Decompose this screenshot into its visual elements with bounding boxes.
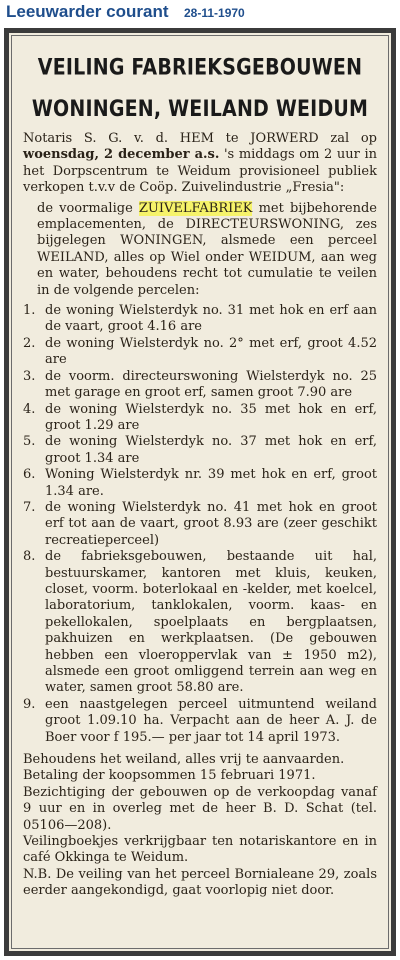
intro-text: Notaris S. G. v. d. HEM te JORWERD zal op bbox=[23, 131, 377, 146]
item-number: 2. bbox=[23, 335, 36, 351]
description-text: de voormalige bbox=[37, 200, 139, 216]
list-item bbox=[23, 549, 377, 697]
list-item bbox=[23, 697, 377, 746]
description-paragraph bbox=[23, 201, 377, 299]
headline-line-1: VEILING FABRIEKSGEBOUWEN bbox=[37, 55, 363, 81]
list-item bbox=[23, 467, 377, 500]
item-text: de fabrieksgebouwen, bestaande uit hal, bestuurskamer, kantoren met kluis, keuken, closet, voorm. boterlokaal en -kelder, met koelcel, laboratorium, tanklokalen, voorm. kaas- en pekellokalen, spoelplaats en bergplaatsen, pakhuizen en werkplaatsen. (De gebouwen hebben een vloeroppervlak van ± 1950 m2), alsmede een groot omliggend terrein aan weg en water, samen groot 58.80 are. bbox=[45, 549, 377, 696]
page-header bbox=[0, 0, 400, 26]
item-number: 7. bbox=[23, 499, 36, 515]
intro-paragraph bbox=[23, 131, 377, 197]
footer-line: N.B. De veiling van het perceel Bornialeane 29, zoals eerder aangekondigd, gaat voorlopig niet door. bbox=[23, 866, 377, 899]
intro-text-continued: 's middags om 2 uur in het Dorpscentrum te Weidum provisioneel publiek verkopen t.v.v de Coöp. Zuivelindustrie „Fresia": bbox=[23, 147, 378, 196]
list-item bbox=[23, 500, 377, 549]
headline bbox=[23, 47, 377, 130]
newspaper-clipping bbox=[4, 28, 396, 956]
list-item bbox=[23, 369, 377, 402]
parcel-list bbox=[23, 303, 377, 746]
item-number: 1. bbox=[23, 303, 36, 319]
footer-line: Betaling der koopsommen 15 februari 1971. bbox=[23, 768, 316, 784]
item-text: Woning Wielsterdyk nr. 39 met hok en erf, groot 1.34 are. bbox=[45, 467, 377, 499]
item-text: een naastgelegen perceel uitmuntend weiland groot 1.09.10 ha. Verpacht aan de heer A. J. de Boer voor f 195.— per jaar tot 14 april 1973. bbox=[45, 696, 377, 745]
list-item bbox=[23, 336, 377, 369]
list-item bbox=[23, 402, 377, 435]
item-number: 5. bbox=[23, 434, 36, 450]
item-number: 8. bbox=[23, 549, 36, 565]
auction-date: woensdag, 2 december a.s. bbox=[23, 147, 220, 163]
item-text: de woning Wielsterdyk no. 31 met hok en erf aan de vaart, groot 4.16 are bbox=[45, 303, 377, 335]
item-number: 9. bbox=[23, 696, 36, 712]
newspaper-name: Leeuwarder courant bbox=[6, 2, 169, 21]
highlighted-term: ZUIVELFABRIEK bbox=[138, 200, 253, 216]
footer-line: Behoudens het weiland, alles vrij te aanvaarden. bbox=[23, 752, 345, 768]
item-number: 3. bbox=[23, 368, 36, 384]
footer-line: Veilingboekjes verkrijgbaar ten notariskantore en in café Okkinga te Weidum. bbox=[23, 834, 377, 866]
item-text: de woning Wielsterdyk no. 41 met hok en groot erf tot aan de vaart, groot 8.93 are (zeer geschikt recreatieperceel) bbox=[45, 499, 377, 548]
list-item bbox=[23, 434, 377, 467]
list-item bbox=[23, 303, 377, 336]
headline-line-2: WONINGEN, WEILAND WEIDUM bbox=[31, 96, 369, 122]
item-text: de woning Wielsterdyk no. 35 met hok en erf, groot 1.29 are bbox=[45, 401, 377, 433]
description-text-continued: met bijbehorende emplacementen, de DIRECTEURSWONING, zes bijgelegen WONINGEN, alsmede een perceel WEILAND, alles op Wiel onder WEIDUM, aan weg en water, behoudens recht tot cumulatie te veilen in de volgende percelen: bbox=[37, 200, 377, 298]
item-text: de woning Wielsterdyk no. 37 met hok en erf, groot 1.34 are bbox=[45, 434, 377, 466]
clipping-content bbox=[23, 43, 377, 900]
item-text: de woning Wielsterdyk no. 2° met erf, groot 4.52 are bbox=[45, 335, 377, 368]
publication-date: 28-11-1970 bbox=[184, 6, 245, 20]
footer-notes bbox=[23, 752, 377, 900]
footer-line: Bezichtiging der gebouwen op de verkoopdag vanaf 9 uur en in overleg met de heer B. D. Schat (tel. 05106—208). bbox=[23, 784, 377, 833]
item-text: de voorm. directeurswoning Wielsterdyk no. 25 met garage en groot erf, samen groot 7.90 are bbox=[45, 368, 377, 401]
item-number: 4. bbox=[23, 401, 36, 417]
item-number: 6. bbox=[23, 467, 36, 483]
